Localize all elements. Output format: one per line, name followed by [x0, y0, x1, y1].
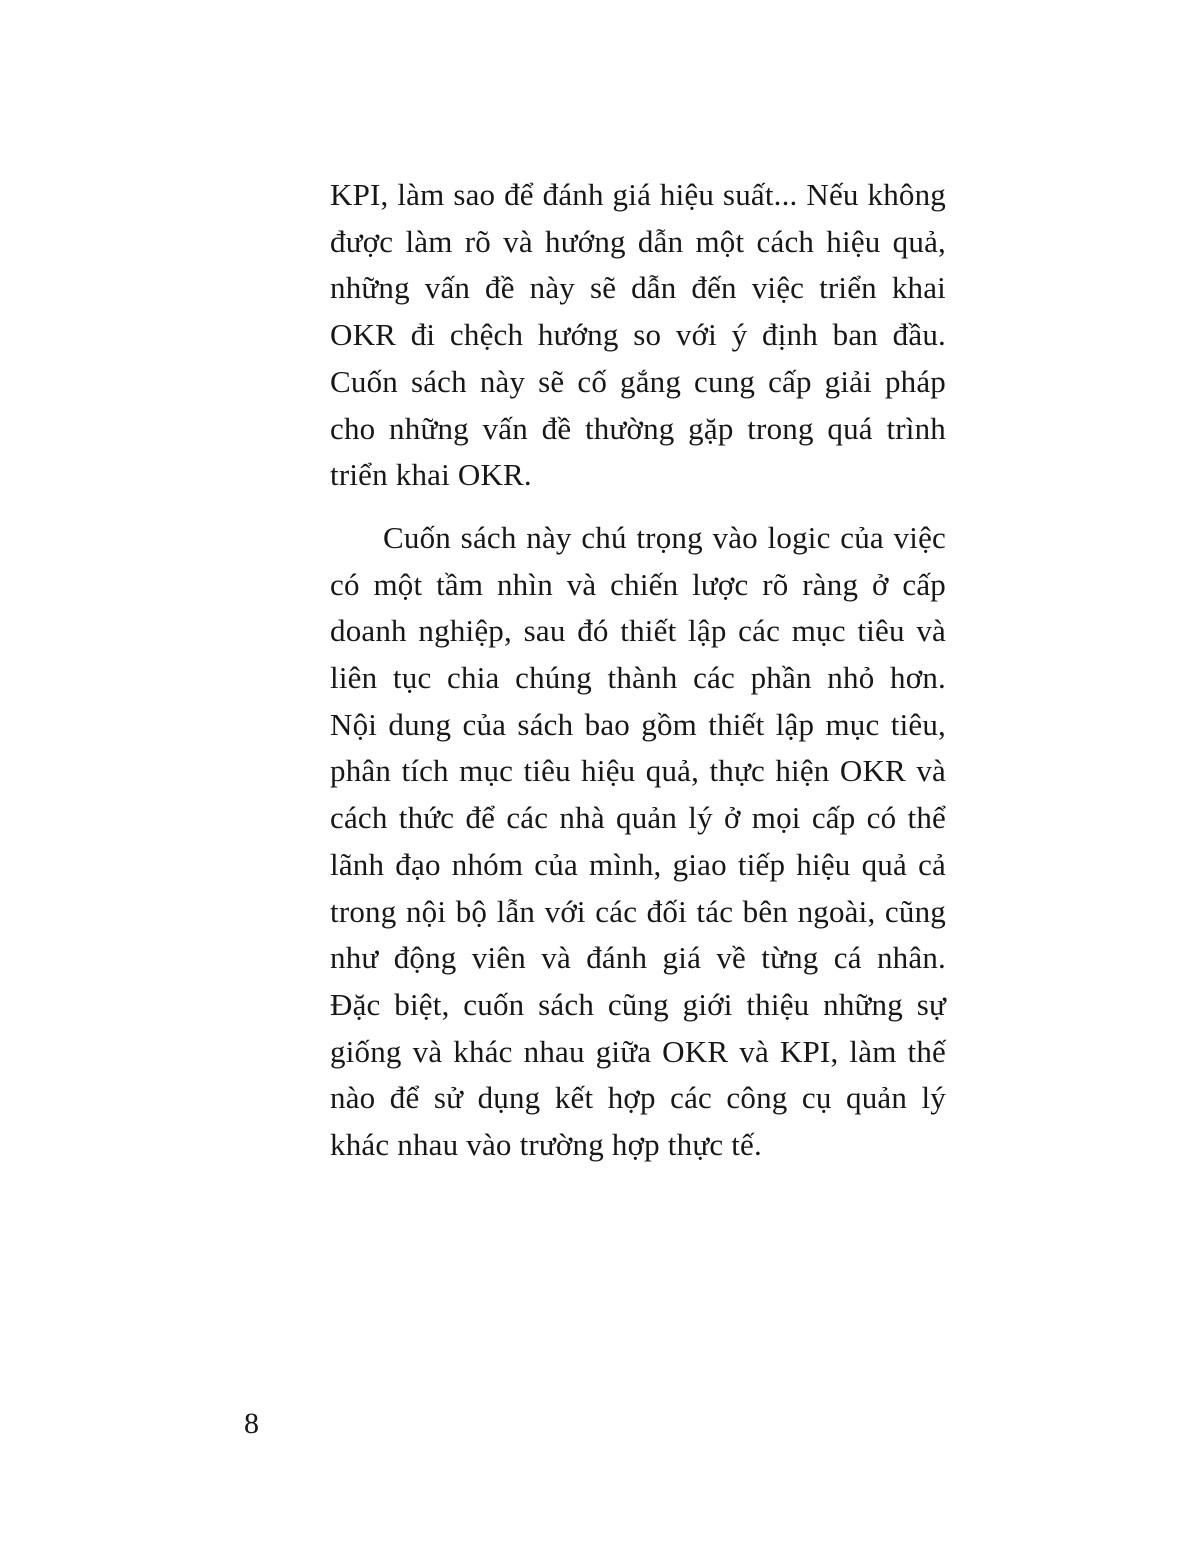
- text-line: giống và khác nhau giữa OKR và KPI, làm thế: [330, 1033, 946, 1069]
- text-line: Nội dung của sách bao gồm thiết lập mục tiêu,: [330, 706, 946, 742]
- text-line: Cuốn sách này chú trọng vào logic của việc: [383, 519, 946, 555]
- text-line: lãnh đạo nhóm của mình, giao tiếp hiệu quả cả: [330, 846, 946, 882]
- text-line: doanh nghiệp, sau đó thiết lập các mục tiêu và: [330, 613, 946, 649]
- text-line: KPI, làm sao để đánh giá hiệu suất... Nếu không: [330, 177, 946, 212]
- text-line: như động viên và đánh giá về từng cá nhân.: [330, 940, 946, 976]
- text-line: cho những vấn đề thường gặp trong quá trình: [330, 410, 946, 446]
- text-line: được làm rõ và hướng dẫn một cách hiệu quả,: [330, 223, 946, 259]
- text-line: Cuốn sách này sẽ cố gắng cung cấp giải pháp: [330, 363, 946, 399]
- text-line: nào để sử dụng kết hợp các công cụ quản lý: [330, 1080, 946, 1116]
- text-line: phân tích mục tiêu hiệu quả, thực hiện OKR và: [330, 753, 946, 789]
- text-line: triển khai OKR.: [330, 457, 532, 493]
- page-number: 8: [244, 1407, 259, 1440]
- text-line: khác nhau vào trường hợp thực tế.: [330, 1127, 762, 1163]
- paragraph-1: [330, 172, 946, 499]
- text-line: OKR đi chệch hướng so với ý định ban đầu.: [330, 317, 946, 353]
- paragraph-2: [330, 515, 946, 1169]
- text-line: có một tầm nhìn và chiến lược rõ ràng ở cấp: [330, 566, 946, 602]
- text-line: những vấn đề này sẽ dẫn đến việc triển khai: [330, 270, 946, 306]
- text-line: liên tục chia chúng thành các phần nhỏ hơn.: [330, 660, 946, 696]
- body-text: [330, 172, 946, 1169]
- text-line: Đặc biệt, cuốn sách cũng giới thiệu những sự: [330, 986, 946, 1022]
- text-line: cách thức để các nhà quản lý ở mọi cấp có thể: [330, 800, 946, 836]
- text-line: trong nội bộ lẫn với các đối tác bên ngoài, cũng: [330, 893, 946, 929]
